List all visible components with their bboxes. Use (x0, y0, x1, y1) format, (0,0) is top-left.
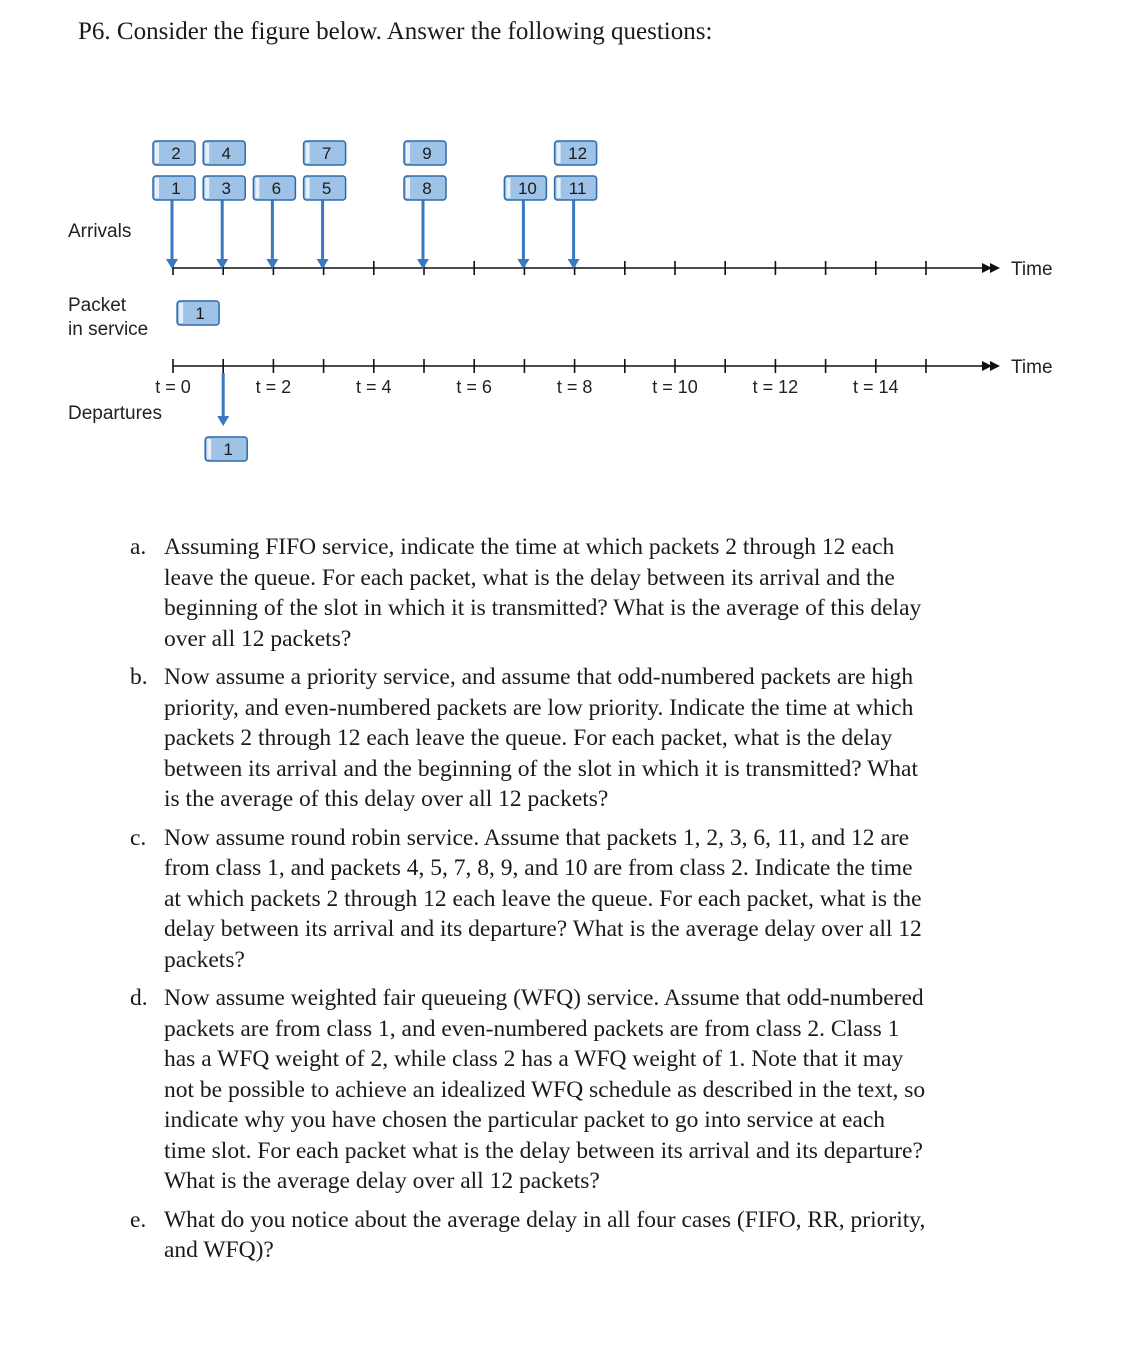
arrival-packet (203, 176, 245, 200)
axis-arrowhead (990, 361, 1000, 371)
packet-highlight (255, 178, 259, 198)
packet-in-service-label-line1: Packet (68, 295, 127, 316)
question-letter: d. (130, 985, 148, 1011)
axis-arrowhead (990, 263, 1000, 273)
packet-highlight (306, 178, 310, 198)
packet-label: 6 (271, 179, 282, 198)
question-a (130, 532, 930, 654)
question-text: Now assume a priority service, and assume that odd-numbered packets are high priority, and even-numbered packets are low priority. Indicate the time at which packets 2 through 12 each leave the queue. For each packet, what is the delay between its arrival and the beginning of the slot in which it is transmitted? What is the average of this delay over all 12 packets? (164, 664, 918, 812)
question-letter: c. (130, 824, 147, 851)
question-b (130, 662, 930, 815)
arrival-packet (404, 141, 446, 165)
question-text: Assuming FIFO service, indicate the time at which packets 2 through 12 each leave the queue. For each packet, what is the delay between its arrival and the beginning of the slot in which it is transmitted? What is the average of this delay over all 12 packets? (164, 534, 922, 652)
packet-highlight (506, 178, 510, 198)
packet-highlight (155, 178, 159, 198)
packet-highlight (406, 178, 410, 198)
time-tick-label: t = 12 (752, 377, 799, 397)
packet-label: 1 (223, 440, 233, 459)
question-letter: a. (130, 534, 147, 560)
arrival-group (504, 176, 546, 269)
packet-highlight (207, 439, 211, 459)
packet-highlight (155, 143, 159, 163)
question-letter: e. (130, 1206, 147, 1233)
packet-highlight (557, 143, 561, 163)
question-letter: b. (130, 664, 148, 690)
arrival-packet (504, 176, 546, 200)
packet-label: 10 (517, 179, 537, 198)
arrival-packet (153, 176, 195, 200)
arrivals-label: Arrivals (68, 221, 132, 242)
arrow-head (217, 416, 229, 426)
time-axis-label-service: Time (1011, 357, 1053, 378)
question-d (130, 983, 930, 1197)
question-list (130, 532, 930, 1274)
packet-label: 2 (171, 144, 181, 163)
arrivals-time-axis (173, 261, 1000, 275)
time-tick-label: t = 0 (155, 377, 191, 397)
question-text: Now assume weighted fair queueing (WFQ) service. Assume that odd-numbered packets are from class 1, and even-numbered packets are from class 2. Class 1 has a WFQ weight of 2, while class 2 has a WFQ weight of 1. Note that it may not be possible to achieve an idealized WFQ schedule as described in the text, so indicate why you have chosen the particular packet to go into service at each time slot. For each packet what is the delay between its arrival and its departure? What is the average delay over all 12 packets? (164, 985, 926, 1194)
arrival-group (304, 141, 346, 269)
packet-scheduling-diagram (0, 90, 1146, 490)
time-tick-label: t = 2 (255, 377, 292, 397)
arrival-packet (404, 176, 446, 200)
packet-in-service-label-line2: in service (68, 319, 149, 340)
packet-label: 1 (195, 304, 205, 323)
time-tick-label: t = 8 (556, 377, 593, 397)
arrival-group (153, 141, 195, 269)
service-packet (177, 301, 219, 325)
arrival-packet (555, 141, 597, 165)
question-text: What do you notice about the average delay in all four cases (FIFO, RR, priority, and WFQ)? (164, 1206, 926, 1263)
packet-highlight (406, 143, 410, 163)
arrival-packet (304, 176, 346, 200)
packet-label: 5 (321, 179, 332, 198)
packet-label: 9 (422, 144, 432, 163)
question-c (130, 823, 930, 976)
departure-arrow (217, 373, 229, 426)
problem-title: P6. Consider the figure below. Answer the following questions: (78, 18, 713, 45)
arrival-packet (153, 141, 195, 165)
arrival-packet (304, 141, 346, 165)
arrival-packet (253, 176, 295, 200)
packet-highlight (205, 178, 209, 198)
packet-label: 12 (568, 144, 588, 163)
time-axis-label-arrivals: Time (1011, 259, 1053, 280)
departure-packet (205, 437, 247, 461)
packet-label: 3 (221, 179, 231, 198)
time-tick-label: t = 6 (456, 377, 492, 397)
question-e (130, 1205, 930, 1266)
departures-label: Departures (68, 403, 162, 424)
packet-highlight (557, 178, 561, 198)
packet-label: 8 (422, 179, 432, 198)
packet-highlight (179, 303, 183, 323)
question-text: Now assume round robin service. Assume that packets 1, 2, 3, 6, 11, and 12 are from class 1, and packets 4, 5, 7, 8, 9, and 10 are from class 2. Indicate the time at which packets 2 through 12 each leave the queue. For each packet, what is the delay between its arrival and its departure? What is the average delay over all 12 packets? (164, 824, 922, 973)
arrival-group (404, 141, 446, 269)
time-tick-label: t = 4 (356, 377, 392, 397)
packet-label: 4 (221, 144, 231, 163)
arrival-packet (555, 176, 597, 200)
arrival-group (253, 176, 295, 269)
arrival-packet (203, 141, 245, 165)
service-time-axis (155, 359, 1000, 397)
packet-label: 7 (321, 144, 332, 163)
time-tick-label: t = 14 (853, 377, 899, 397)
departure-group (205, 373, 247, 461)
time-tick-label: t = 10 (652, 377, 698, 397)
packet-highlight (205, 143, 209, 163)
packet-highlight (306, 143, 310, 163)
arrival-group (555, 141, 597, 269)
packet-label: 1 (171, 179, 181, 198)
arrival-group (203, 141, 245, 269)
packet-label: 11 (568, 179, 587, 198)
